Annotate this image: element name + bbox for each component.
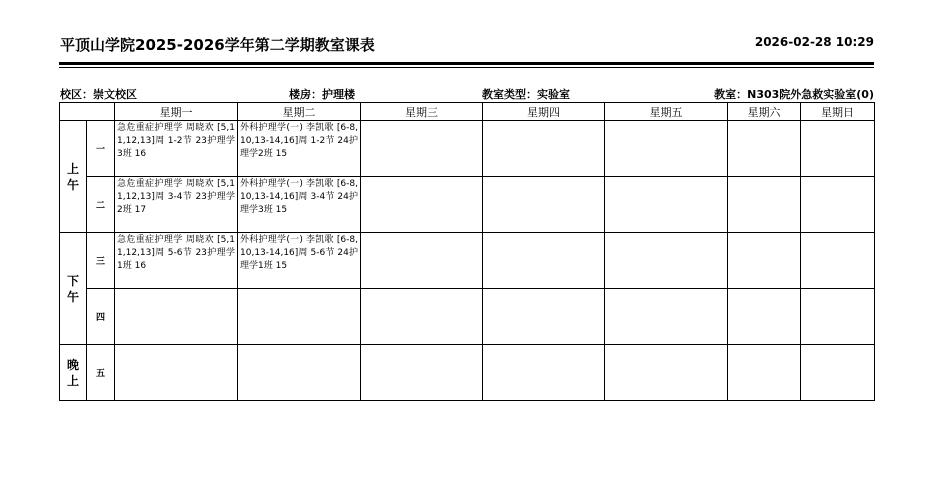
empty-cell <box>361 289 483 345</box>
empty-cell <box>801 233 875 289</box>
header-row <box>60 103 875 121</box>
course-cell: 急危重症护理学 周晓欢 [5,11,12,13]周 1-2节 23护理学3班 16 <box>115 121 238 177</box>
day-header-thu: 星期四 <box>483 103 605 121</box>
empty-cell <box>483 289 605 345</box>
empty-cell <box>115 345 238 401</box>
header-divider-thin <box>59 67 874 68</box>
section-label: 三 <box>87 233 115 289</box>
schedule-table <box>59 102 875 401</box>
table-row <box>60 233 875 289</box>
empty-cell <box>238 345 361 401</box>
empty-cell <box>605 121 728 177</box>
course-cell: 外科护理学(一) 李凯歌 [6-8,10,13-14,16]周 1-2节 24护理学2班 15 <box>238 121 361 177</box>
section-label: 二 <box>87 177 115 233</box>
campus-label: 校区：崇文校区 <box>60 88 137 101</box>
empty-cell <box>728 233 801 289</box>
empty-cell <box>801 345 875 401</box>
empty-cell <box>605 177 728 233</box>
empty-cell <box>728 289 801 345</box>
period-morning: 上 午 <box>60 121 87 233</box>
day-header-mon: 星期一 <box>115 103 238 121</box>
empty-cell <box>728 345 801 401</box>
empty-cell <box>801 177 875 233</box>
period-afternoon: 下 午 <box>60 233 87 345</box>
room-label: 教室：N303院外急救实验室(0) <box>714 88 874 101</box>
day-header-fri: 星期五 <box>605 103 728 121</box>
room-type-label: 教室类型：实验室 <box>482 88 570 101</box>
building-label: 楼房：护理楼 <box>289 88 355 101</box>
empty-cell <box>801 289 875 345</box>
course-cell: 外科护理学(一) 李凯歌 [6-8,10,13-14,16]周 3-4节 24护理学3班 15 <box>238 177 361 233</box>
print-datetime: 2026-02-28 10:29 <box>754 35 874 49</box>
empty-cell <box>605 289 728 345</box>
day-header-tue: 星期二 <box>238 103 361 121</box>
corner-cell <box>60 103 115 121</box>
empty-cell <box>728 121 801 177</box>
table-row <box>60 121 875 177</box>
day-header-sun: 星期日 <box>801 103 875 121</box>
empty-cell <box>483 121 605 177</box>
table-row <box>60 289 875 345</box>
header-divider-thick <box>59 62 874 65</box>
section-label: 四 <box>87 289 115 345</box>
period-evening: 晚 上 <box>60 345 87 401</box>
empty-cell <box>483 345 605 401</box>
section-label: 一 <box>87 121 115 177</box>
empty-cell <box>728 177 801 233</box>
empty-cell <box>361 345 483 401</box>
empty-cell <box>801 121 875 177</box>
empty-cell <box>361 233 483 289</box>
empty-cell <box>605 233 728 289</box>
section-label: 五 <box>87 345 115 401</box>
day-header-wed: 星期三 <box>361 103 483 121</box>
empty-cell <box>361 177 483 233</box>
empty-cell <box>115 289 238 345</box>
course-cell: 急危重症护理学 周晓欢 [5,11,12,13]周 5-6节 23护理学1班 16 <box>115 233 238 289</box>
course-cell: 急危重症护理学 周晓欢 [5,11,12,13]周 3-4节 23护理学2班 17 <box>115 177 238 233</box>
page-title: 平顶山学院2025-2026学年第二学期教室课表 <box>60 36 375 54</box>
empty-cell <box>483 177 605 233</box>
table-row <box>60 345 875 401</box>
empty-cell <box>605 345 728 401</box>
empty-cell <box>483 233 605 289</box>
course-cell: 外科护理学(一) 李凯歌 [6-8,10,13-14,16]周 5-6节 24护理学1班 15 <box>238 233 361 289</box>
empty-cell <box>361 121 483 177</box>
table-row <box>60 177 875 233</box>
day-header-sat: 星期六 <box>728 103 801 121</box>
empty-cell <box>238 289 361 345</box>
